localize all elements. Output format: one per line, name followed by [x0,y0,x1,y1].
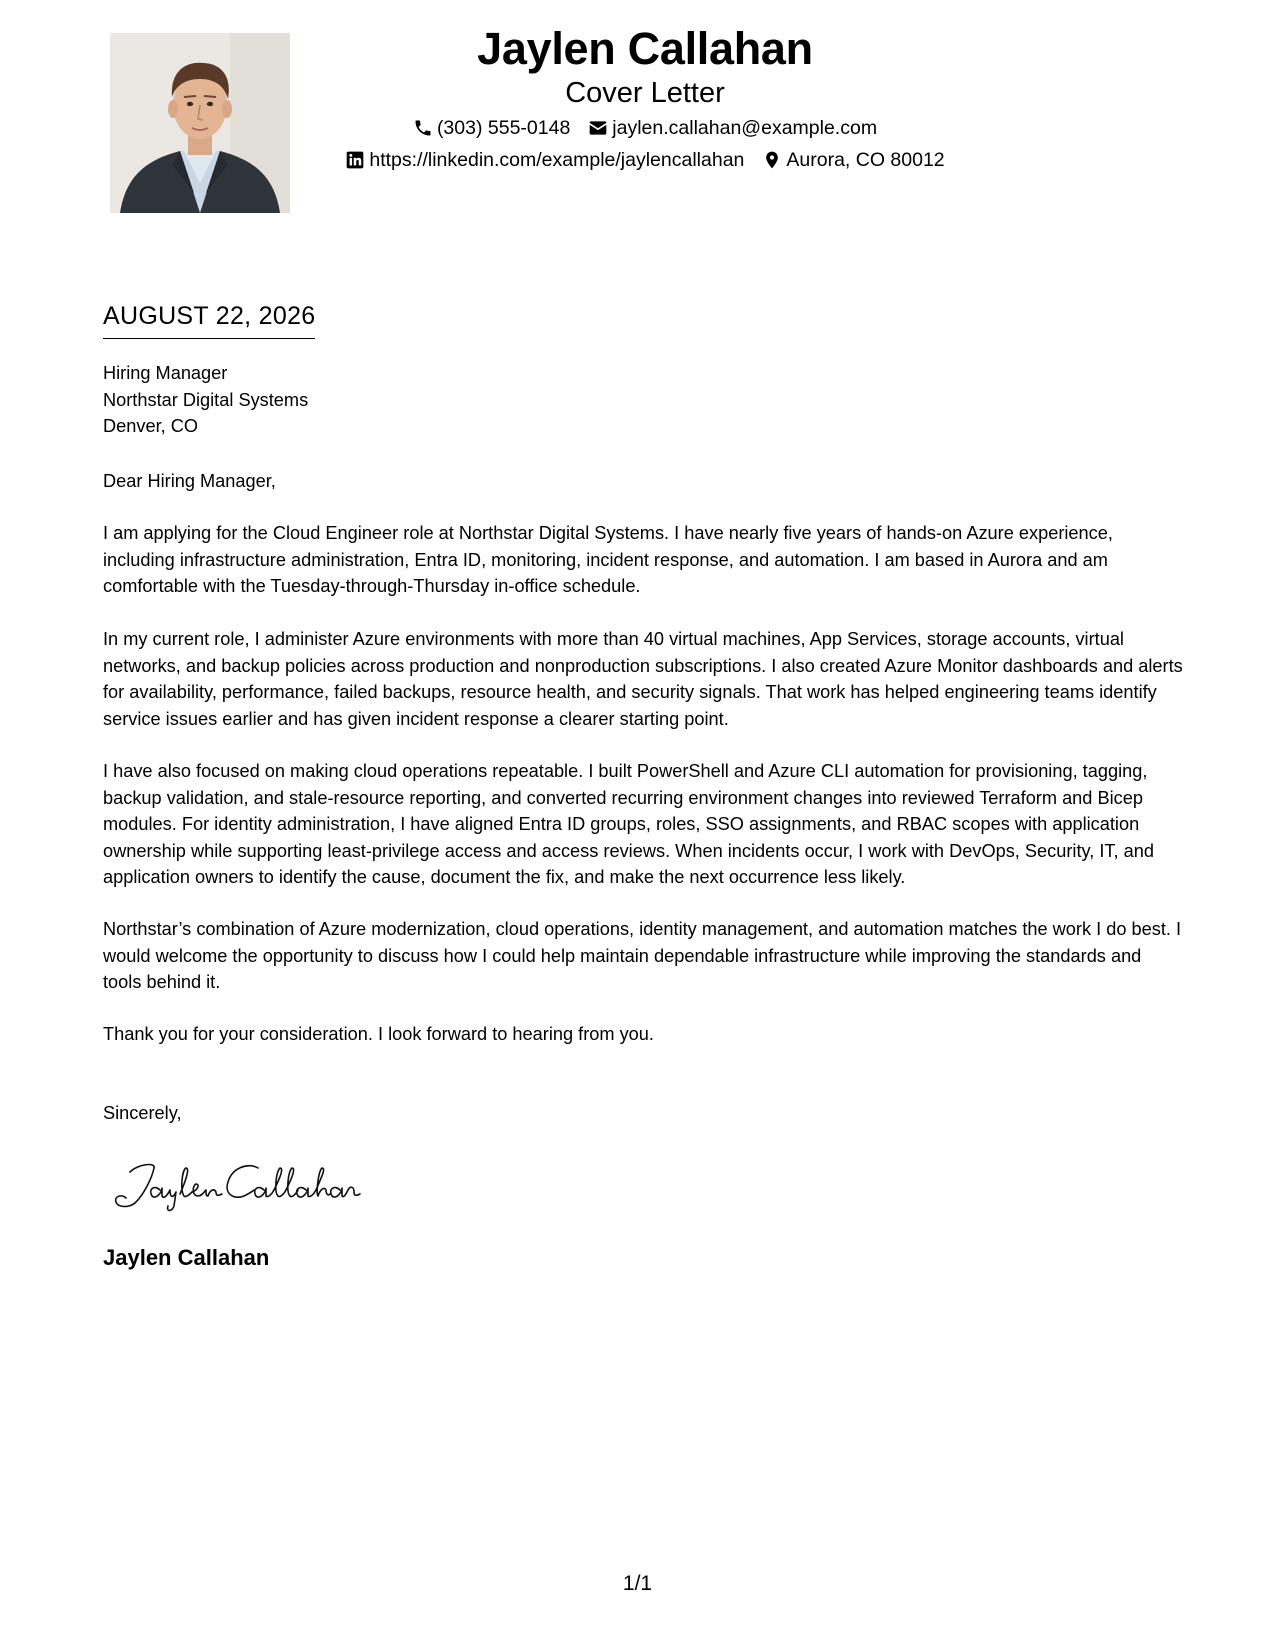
document-subtitle: Cover Letter [565,77,725,109]
closing: Sincerely, [103,1103,182,1123]
handwritten-signature [108,1150,368,1220]
email-text: jaylen.callahan@example.com [612,117,878,139]
contact-phone[interactable] [413,116,570,140]
body-paragraph: Northstar’s combination of Azure modernization, cloud operations, identity management, and automation matches the work I do best. I would welcome the opportunity to discuss how I could help maintain dependable infrastructure while improving the standards and tools behind it. [103,919,1182,992]
contact-linkedin[interactable] [345,148,744,172]
phone-icon [413,118,433,138]
recipient-title: Hiring Manager [103,363,228,383]
recipient-company: Northstar Digital Systems [103,389,309,410]
signer-name: Jaylen Callahan [103,1245,270,1270]
map-pin-icon [762,150,782,170]
phone-text: (303) 555-0148 [436,117,571,139]
letterhead [330,20,960,172]
letter-date: AUGUST 22, 2026 [103,300,315,339]
envelope-icon [588,118,608,138]
recipient-block [103,360,1183,440]
location-text: Aurora, CO 80012 [786,149,945,171]
page-number: 1/1 [622,1572,653,1595]
salutation: Dear Hiring Manager, [103,471,276,491]
body-paragraph: In my current role, I administer Azure environments with more than 40 virtual machines, App Services, storage accounts, virtual networks, and backup policies across production and nonproduction subscriptions. I also created Azure Monitor dashboards and alerts for availability, performance, failed backups, resource health, and security signals. That work has helped engineering teams identify service issues earlier and has given incident response a clearer starting point. [103,629,1183,729]
applicant-name: Jaylen Callahan [477,23,813,74]
contact-location [762,148,944,172]
recipient-location: Denver, CO [103,416,199,436]
body-paragraph: I am applying for the Cloud Engineer role at Northstar Digital Systems. I have nearly five years of hands-on Azure experience, including infrastructure administration, Entra ID, monitoring, incident response, and automation. I am based in Aurora and am comfortable with the Tuesday-through-Thursday in-office schedule. [103,523,1113,596]
contact-row-secondary [330,148,960,172]
linkedin-text: https://linkedin.com/example/jaylencallahan [369,149,745,171]
body-paragraph: Thank you for your consideration. I look forward to hearing from you. [103,1024,654,1044]
contact-email[interactable] [588,116,877,140]
linkedin-icon [345,150,365,170]
profile-photo [110,33,290,213]
body-paragraph: I have also focused on making cloud operations repeatable. I built PowerShell and Azure CLI automation for provisioning, tagging, backup validation, and stale-resource reporting, and converted recurring environment changes into reviewed Terraform and Bicep modules. For identity administration, I have aligned Entra ID groups, roles, SSO assignments, and RBAC scopes with application ownership while supporting least-privilege access and access reviews. When incidents occur, I work with DevOps, Security, IT, and application owners to identify the cause, document the fix, and make the next occurrence less likely. [103,761,1154,887]
contact-row-primary [330,116,960,140]
